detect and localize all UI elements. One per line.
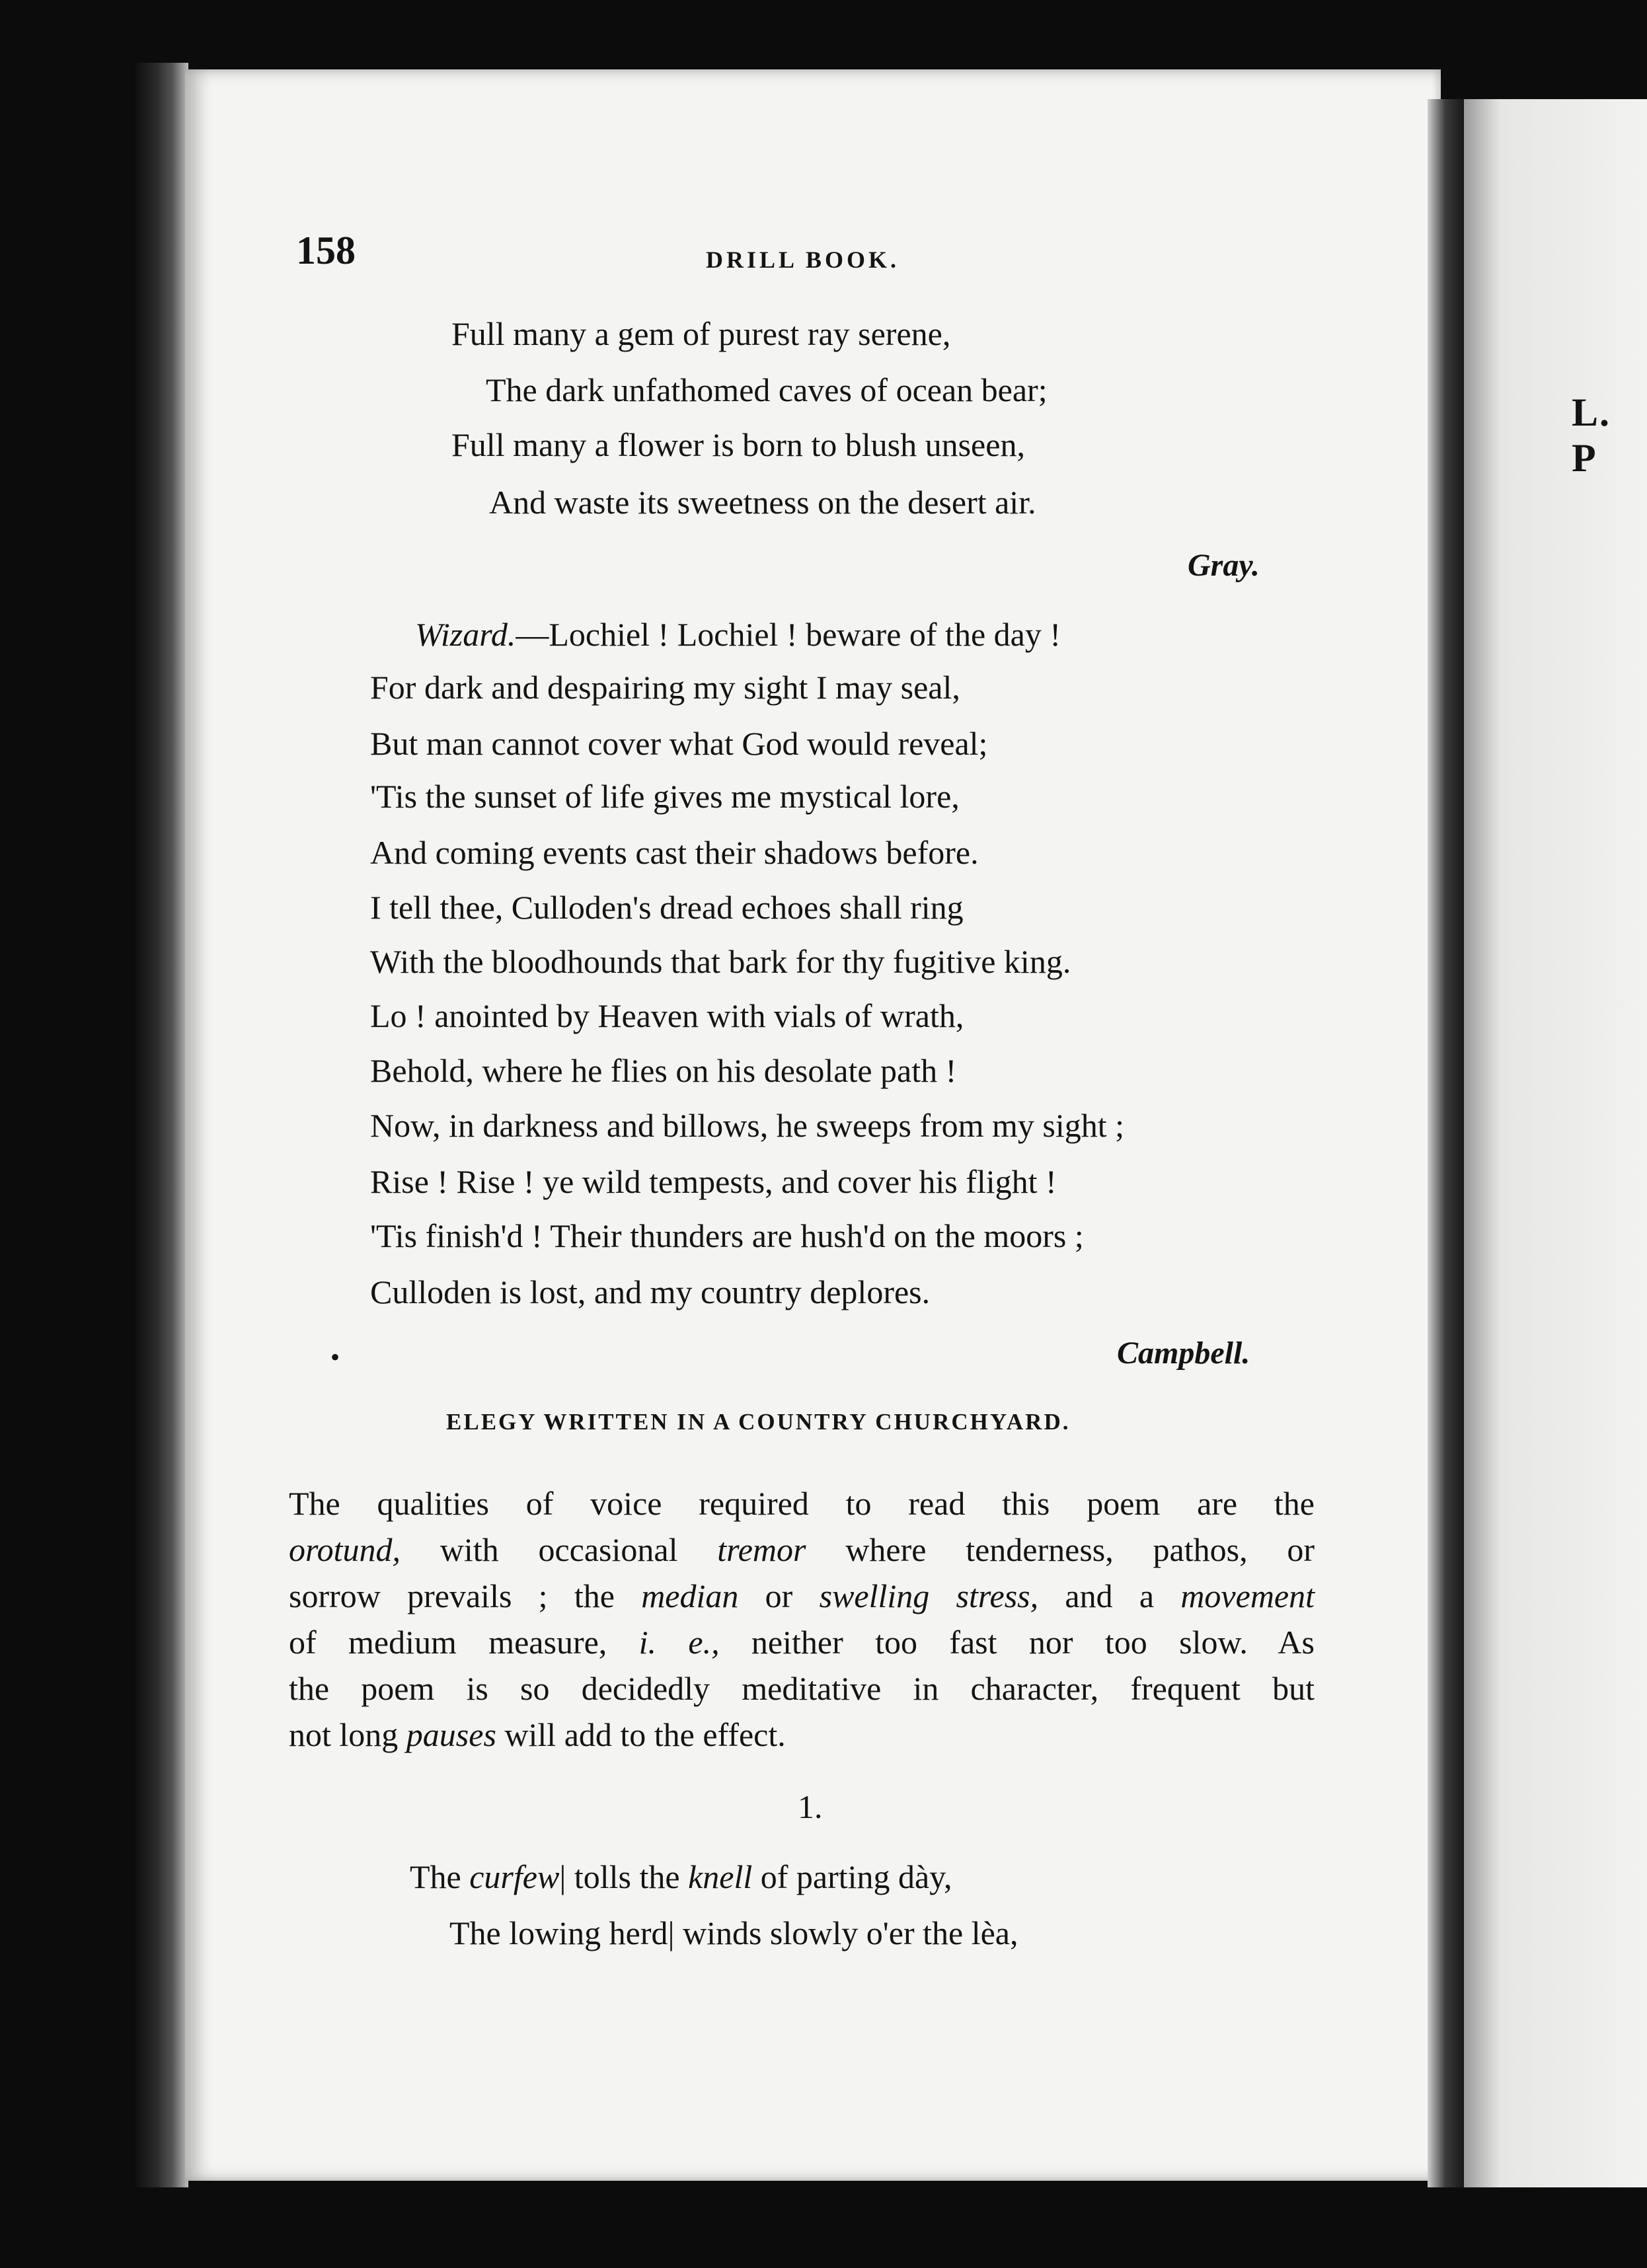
intro-line-1: The qualities of voice required to read this poem are the: [289, 1485, 1315, 1522]
book-binding-left: [135, 63, 188, 2187]
elegy-line-1: The curfew| tolls the knell of parting dày,: [410, 1858, 952, 1895]
campbell-line-7: With the bloodhounds that bark for thy fugitive king.: [370, 943, 1071, 980]
campbell-line-13: Culloden is lost, and my country deplores.: [370, 1273, 931, 1310]
stray-bullet: •: [330, 1342, 340, 1372]
section-heading: ELEGY WRITTEN IN A COUNTRY CHURCHYARD.: [446, 1409, 1071, 1435]
book-gutter: [1428, 99, 1467, 2187]
campbell-line-11: Rise ! Rise ! ye wild tempests, and cover his flight !: [370, 1163, 1057, 1200]
elegy-line-2: The lowing herd| winds slowly o'er the lèa,: [449, 1914, 1018, 1951]
gray-line-1: Full many a gem of purest ray serene,: [451, 315, 951, 352]
intro-line-6: not long pauses will add to the effect.: [289, 1716, 786, 1753]
intro-line-3: sorrow prevails ; the median or swelling stress, and a movement: [289, 1577, 1315, 1614]
campbell-attribution: Campbell.: [1117, 1336, 1250, 1371]
running-head: DRILL BOOK.: [706, 246, 900, 273]
campbell-line-6: I tell thee, Culloden's dread echoes shall ring: [370, 889, 964, 926]
campbell-line-5: And coming events cast their shadows before.: [370, 834, 979, 871]
campbell-line-1: Wizard.—Lochiel ! Lochiel ! beware of the day !: [415, 616, 1061, 653]
campbell-line-2: For dark and despairing my sight I may seal,: [370, 669, 960, 706]
next-page-fragment: L. P: [1572, 391, 1611, 480]
gray-line-3: Full many a flower is born to blush unseen,: [451, 426, 1025, 463]
campbell-line-8: Lo ! anointed by Heaven with vials of wrath,: [370, 997, 964, 1034]
intro-line-5: the poem is so decidedly meditative in character, frequent but: [289, 1670, 1315, 1707]
campbell-line-4: 'Tis the sunset of life gives me mystical lore,: [370, 778, 960, 815]
speaker-name: Wizard.: [415, 616, 516, 653]
campbell-line-12: 'Tis finish'd ! Their thunders are hush'd on the moors ;: [370, 1217, 1084, 1254]
elegy-intro-paragraph: [289, 1480, 1315, 1758]
intro-line-2: orotund, with occasional tremor where tenderness, pathos, or: [289, 1531, 1315, 1568]
intro-line-4: of medium measure, i. e., neither too fast nor too slow. As: [289, 1624, 1315, 1661]
stanza-number: 1.: [798, 1788, 823, 1825]
campbell-line-9: Behold, where he flies on his desolate path !: [370, 1052, 957, 1089]
gray-attribution: Gray.: [1188, 548, 1260, 583]
campbell-line-10: Now, in darkness and billows, he sweeps from my sight ;: [370, 1107, 1125, 1144]
gray-line-4: And waste its sweetness on the desert air.: [489, 484, 1036, 521]
gray-line-2: The dark unfathomed caves of ocean bear;: [486, 371, 1048, 408]
campbell-line-3: But man cannot cover what God would reveal;: [370, 725, 988, 762]
page-number: 158: [296, 229, 356, 272]
